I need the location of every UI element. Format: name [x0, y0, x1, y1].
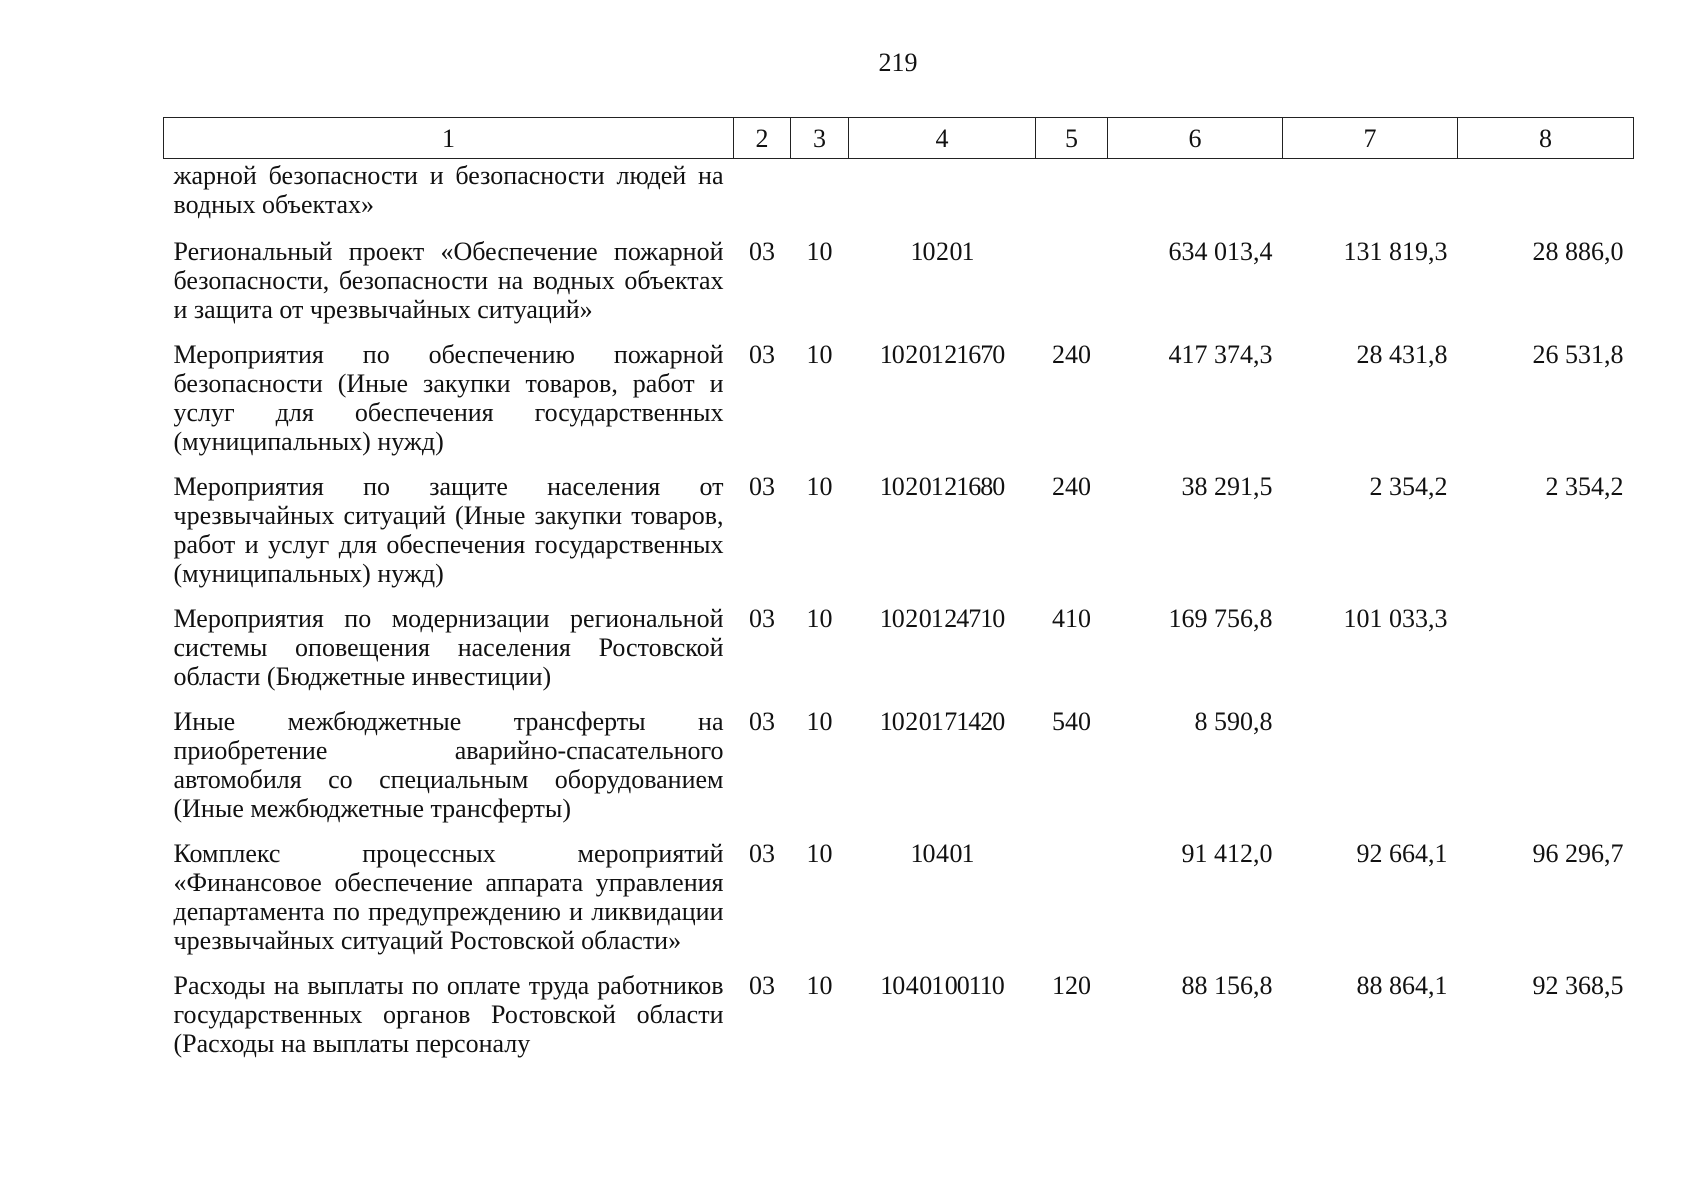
row-amount-col7	[1283, 697, 1458, 829]
table-row	[164, 829, 1634, 961]
row-section: 03	[749, 839, 775, 868]
header-row	[164, 118, 1634, 159]
row-amount-col8: 2 354,2	[1545, 472, 1624, 501]
table-row	[164, 462, 1634, 594]
row-amount-col7	[1283, 159, 1458, 228]
row-subsection: 10	[806, 604, 833, 633]
row-amount-col7: 88 864,1	[1356, 971, 1448, 1000]
row-subsection: 10	[806, 707, 833, 736]
row-expense-type	[1036, 829, 1108, 961]
table-row	[164, 594, 1634, 697]
budget-table	[163, 117, 1634, 1064]
row-subsection	[791, 159, 849, 228]
row-target-code: 10 2 01 24710	[879, 604, 1005, 633]
row-description: Мероприятия по обеспечению пожарной безопасности (Иные закупки товаров, работ и услуг для обеспечения государственных (муниципальных) нужд)	[173, 340, 724, 456]
row-expense-type: 410	[1052, 604, 1091, 633]
row-amount-col6: 169 756,8	[1168, 604, 1273, 633]
row-amount-col7: 131 819,3	[1343, 237, 1448, 266]
row-section: 03	[749, 604, 775, 633]
row-description: Мероприятия по модернизации региональной системы оповещения населения Ростовской области (Бюджетные инвестиции)	[173, 604, 724, 691]
column-header-7: 7	[1283, 118, 1458, 159]
row-amount-col7: 28 431,8	[1356, 340, 1448, 369]
row-subsection: 10	[806, 971, 833, 1000]
row-amount-col6: 38 291,5	[1181, 472, 1273, 501]
row-amount-col6: 634 013,4	[1168, 237, 1273, 266]
row-section	[734, 159, 791, 228]
row-section: 03	[749, 707, 775, 736]
row-expense-type	[1036, 227, 1108, 330]
row-amount-col8: 96 296,7	[1532, 839, 1624, 868]
row-expense-type	[1036, 159, 1108, 228]
table-row	[164, 961, 1634, 1064]
column-header-3: 3	[791, 118, 849, 159]
table-row	[164, 330, 1634, 462]
column-header-1: 1	[164, 118, 734, 159]
table-row	[164, 697, 1634, 829]
row-amount-col8: 92 368,5	[1532, 971, 1624, 1000]
row-amount-col6: 8 590,8	[1194, 707, 1273, 736]
column-header-2: 2	[734, 118, 791, 159]
row-expense-type: 240	[1052, 472, 1091, 501]
column-header-5: 5	[1036, 118, 1108, 159]
table-row	[164, 159, 1634, 228]
row-amount-col6: 417 374,3	[1168, 340, 1273, 369]
row-description: Комплекс процессных мероприятий «Финансовое обеспечение аппарата управления департамента по предупреждению и ликвидации чрезвычайных ситуаций Ростовской области»	[173, 839, 724, 955]
row-target-code: 10 4 01 00110	[880, 971, 1004, 1000]
row-target-code: 10 4 01	[910, 839, 974, 868]
page-number: 219	[878, 48, 918, 77]
row-section: 03	[749, 971, 775, 1000]
row-section: 03	[749, 237, 775, 266]
row-description: Расходы на выплаты по оплате труда работников государственных органов Ростовской области (Расходы на выплаты персоналу	[173, 971, 724, 1058]
row-amount-col7: 101 033,3	[1343, 604, 1448, 633]
column-header-6: 6	[1108, 118, 1283, 159]
row-amount-col8: 26 531,8	[1532, 340, 1624, 369]
row-amount-col8	[1458, 697, 1634, 829]
row-subsection: 10	[806, 839, 833, 868]
row-expense-type: 540	[1052, 707, 1091, 736]
row-subsection: 10	[806, 472, 833, 501]
row-description: Иные межбюджетные трансферты на приобретение аварийно-спасательного автомобиля со специальным оборудованием (Иные межбюджетные трансферты)	[173, 707, 724, 823]
table-body	[164, 159, 1634, 1065]
row-subsection: 10	[806, 340, 833, 369]
row-amount-col8: 28 886,0	[1532, 237, 1624, 266]
row-description: жарной безопасности и безопасности людей на водных объектах»	[173, 161, 724, 219]
row-target-code: 10 2 01 71420	[879, 707, 1005, 736]
row-amount-col6: 88 156,8	[1181, 971, 1273, 1000]
row-target-code: 10 2 01 21670	[879, 340, 1005, 369]
row-expense-type: 240	[1052, 340, 1091, 369]
row-section: 03	[749, 340, 775, 369]
row-description: Региональный проект «Обеспечение пожарной безопасности, безопасности на водных объектах и защита от чрезвычайных ситуаций»	[173, 237, 724, 324]
row-amount-col7: 92 664,1	[1356, 839, 1448, 868]
row-amount-col6	[1108, 159, 1283, 228]
row-amount-col8	[1458, 594, 1634, 697]
row-amount-col6: 91 412,0	[1181, 839, 1273, 868]
table-row	[164, 227, 1634, 330]
row-target-code: 10 2 01	[910, 237, 974, 266]
row-subsection: 10	[806, 237, 833, 266]
row-description: Мероприятия по защите населения от чрезвычайных ситуаций (Иные закупки товаров, работ и услуг для обеспечения государственных (муниципальных) нужд)	[173, 472, 724, 588]
row-amount-col8	[1458, 159, 1634, 228]
row-expense-type: 120	[1052, 971, 1091, 1000]
column-header-4: 4	[849, 118, 1036, 159]
column-header-8: 8	[1458, 118, 1634, 159]
row-section: 03	[749, 472, 775, 501]
row-target-code	[849, 159, 1036, 228]
table-header	[164, 118, 1634, 159]
row-amount-col7: 2 354,2	[1369, 472, 1448, 501]
row-target-code: 10 2 01 21680	[879, 472, 1005, 501]
